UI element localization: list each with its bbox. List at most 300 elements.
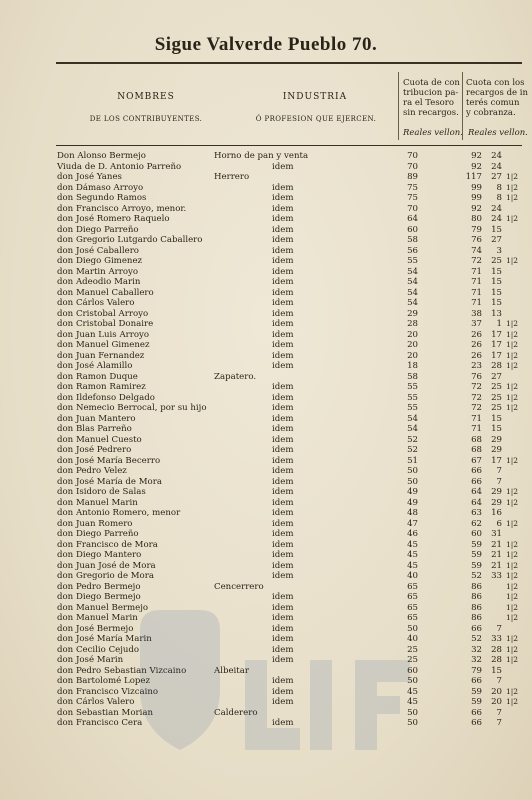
contributor-name: don Adeodio Marin bbox=[57, 277, 141, 287]
header-cuota-tesoro: Cuota de con tribucion pa- ra el Tesoro sin recargos. bbox=[403, 78, 460, 118]
cuota-recargos-reales: 71 bbox=[471, 277, 482, 287]
industry-cell: idem bbox=[272, 571, 294, 581]
header-profesion: Ó PROFESION QUE EJERCEN. bbox=[255, 115, 377, 123]
cuota-tesoro-value: 55 bbox=[407, 403, 418, 413]
cuota-recargos-reales: 72 bbox=[471, 382, 482, 392]
cuota-recargos-reales: 59 bbox=[471, 697, 482, 707]
cuota-recargos-reales: 68 bbox=[471, 434, 482, 445]
industry-cell: idem bbox=[272, 550, 294, 560]
contributor-name: don Nemecio Berrocal, por su hijo bbox=[57, 403, 207, 413]
table-row bbox=[0, 340, 532, 351]
contributor-name: don Ramon Duque bbox=[57, 371, 138, 382]
contributor-name: don Cecilio Cejudo bbox=[57, 644, 140, 655]
cuota-recargos-maravedis: 28 bbox=[491, 361, 502, 371]
table-row bbox=[0, 529, 532, 540]
contributor-name: don José María Becerro bbox=[57, 455, 161, 466]
cuota-recargos-reales: 66 bbox=[471, 676, 482, 686]
industry-cell: idem bbox=[272, 518, 294, 529]
cuota-fraction: 1|2 bbox=[506, 581, 519, 591]
cuota-recargos-maravedis: 33 bbox=[491, 571, 502, 581]
table-row bbox=[0, 372, 532, 383]
cuota-recargos-reales: 67 bbox=[471, 455, 482, 466]
cuota-fraction: 1|2 bbox=[506, 613, 519, 622]
contributor-name: don Juan Fernandez bbox=[57, 350, 145, 361]
cuota-recargos-maravedis: 7 bbox=[496, 476, 502, 487]
table-row bbox=[0, 214, 532, 225]
cuota-recargos-maravedis: 29 bbox=[491, 434, 502, 445]
cuota-fraction: 1|2 bbox=[506, 602, 519, 612]
industry-cell: idem bbox=[272, 214, 294, 224]
contributor-name: don Juan José de Mora bbox=[57, 560, 156, 571]
header-cuota-recargos: Cuota con los recargos de in terés comun y cobranza. bbox=[466, 78, 528, 118]
industry-cell: idem bbox=[272, 266, 294, 277]
cuota-recargos-maravedis: 3 bbox=[496, 245, 502, 256]
cuota-recargos-maravedis: 7 bbox=[496, 623, 502, 634]
cuota-recargos-reales: 37 bbox=[471, 319, 482, 329]
cuota-recargos-reales: 117 bbox=[465, 172, 482, 182]
cuota-recargos-maravedis: 15 bbox=[491, 298, 502, 308]
contributor-name: don Diego Parreño bbox=[57, 529, 139, 539]
table-row bbox=[0, 571, 532, 582]
cuota-tesoro-value: 60 bbox=[407, 224, 418, 235]
cuota-recargos-maravedis: 7 bbox=[496, 676, 502, 686]
industry-cell: idem bbox=[272, 613, 294, 623]
cuota-recargos-reales: 71 bbox=[471, 424, 482, 434]
cuota-tesoro-value: 47 bbox=[407, 518, 418, 529]
cuota-recargos-reales: 63 bbox=[471, 508, 482, 518]
contributor-name: don Dámaso Arroyo bbox=[57, 182, 144, 193]
table-row bbox=[0, 540, 532, 551]
cuota-recargos-maravedis: 25 bbox=[491, 392, 502, 403]
industry-cell: idem bbox=[272, 319, 294, 329]
column-divider-1 bbox=[398, 72, 399, 140]
industry-cell: idem bbox=[272, 676, 294, 686]
industry-cell: idem bbox=[272, 392, 294, 403]
cuota-fraction: 1|2 bbox=[506, 518, 519, 528]
cuota-recargos-reales: 26 bbox=[471, 350, 482, 361]
cuota-tesoro-value: 89 bbox=[407, 172, 418, 182]
contributor-name: Don Alonso Bermejo bbox=[57, 151, 146, 161]
table-row bbox=[0, 256, 532, 267]
table-row bbox=[0, 162, 532, 173]
table-row bbox=[0, 582, 532, 593]
cuota-fraction: 1|2 bbox=[506, 697, 519, 706]
industry-cell: idem bbox=[272, 424, 294, 434]
cuota-fraction: 1|2 bbox=[506, 497, 519, 507]
industry-cell: idem bbox=[272, 277, 294, 287]
cuota-tesoro-value: 65 bbox=[407, 592, 418, 602]
table-row bbox=[0, 519, 532, 530]
cuota-tesoro-value: 52 bbox=[407, 445, 418, 455]
cuota-fraction: 1|2 bbox=[506, 382, 519, 391]
cuota-recargos-reales: 92 bbox=[471, 151, 482, 161]
table-row bbox=[0, 204, 532, 215]
cuota-fraction: 1|2 bbox=[506, 172, 519, 181]
header-reales-1: Reales vellon. bbox=[403, 128, 463, 138]
cuota-recargos-reales: 86 bbox=[471, 581, 482, 592]
cuota-recargos-reales: 38 bbox=[471, 308, 482, 319]
table-row bbox=[0, 414, 532, 425]
industry-cell: idem bbox=[272, 193, 294, 203]
cuota-recargos-reales: 66 bbox=[471, 707, 482, 718]
cuota-recargos-maravedis: 21 bbox=[491, 550, 502, 560]
cuota-tesoro-value: 20 bbox=[407, 329, 418, 340]
cuota-fraction: 1|2 bbox=[506, 256, 519, 265]
contributor-name: don José Yanes bbox=[57, 172, 122, 182]
cuota-tesoro-value: 75 bbox=[407, 193, 418, 203]
cuota-fraction: 1|2 bbox=[506, 361, 519, 370]
contributor-name: don Manuel Caballero bbox=[57, 287, 154, 298]
industry-cell: idem bbox=[272, 245, 294, 256]
cuota-tesoro-value: 54 bbox=[407, 277, 418, 287]
table-row bbox=[0, 277, 532, 288]
cuota-recargos-reales: 80 bbox=[471, 214, 482, 224]
cuota-recargos-maravedis: 17 bbox=[491, 350, 502, 361]
cuota-tesoro-value: 29 bbox=[407, 308, 418, 319]
table-row bbox=[0, 477, 532, 488]
industry-cell: idem bbox=[272, 487, 294, 497]
contributor-name: don José Marin bbox=[57, 655, 124, 665]
cuota-fraction: 1|2 bbox=[506, 455, 519, 465]
cuota-recargos-maravedis: 7 bbox=[496, 707, 502, 718]
cuota-tesoro-value: 54 bbox=[407, 266, 418, 277]
cuota-tesoro-value: 45 bbox=[407, 560, 418, 571]
contributor-name: don José Romero Raquelo bbox=[57, 214, 170, 224]
cuota-tesoro-value: 70 bbox=[407, 203, 418, 214]
table-row bbox=[0, 498, 532, 509]
industry-cell: idem bbox=[272, 161, 294, 172]
cuota-recargos-reales: 92 bbox=[471, 203, 482, 214]
cuota-tesoro-value: 18 bbox=[407, 361, 418, 371]
cuota-fraction: 1|2 bbox=[506, 350, 519, 360]
cuota-recargos-reales: 92 bbox=[471, 161, 482, 172]
contributor-name: don Manuel Bermejo bbox=[57, 602, 149, 613]
industry-cell: Zapatero. bbox=[214, 371, 257, 382]
cuota-recargos-reales: 99 bbox=[471, 193, 482, 203]
table-row bbox=[0, 298, 532, 309]
cuota-recargos-maravedis: 17 bbox=[491, 329, 502, 340]
cuota-recargos-reales: 52 bbox=[471, 571, 482, 581]
table-row bbox=[0, 330, 532, 341]
cuota-tesoro-value: 20 bbox=[407, 340, 418, 350]
cuota-recargos-maravedis: 6 bbox=[496, 518, 502, 529]
cuota-tesoro-value: 28 bbox=[407, 319, 418, 329]
cuota-recargos-reales: 60 bbox=[471, 529, 482, 539]
contributor-name: don José Pedrero bbox=[57, 445, 132, 455]
table-row bbox=[0, 309, 532, 320]
cuota-tesoro-value: 54 bbox=[407, 287, 418, 298]
industry-cell: Horno de pan y venta bbox=[214, 151, 309, 161]
header-reales-2: Reales vellon. bbox=[468, 128, 528, 138]
cuota-recargos-reales: 74 bbox=[471, 245, 482, 256]
cuota-tesoro-value: 46 bbox=[407, 529, 418, 539]
cuota-recargos-maravedis: 27 bbox=[491, 172, 502, 182]
contributor-name: don Juan Romero bbox=[57, 518, 133, 529]
cuota-tesoro-value: 51 bbox=[407, 455, 418, 466]
watermark-emblem-icon bbox=[120, 600, 450, 770]
cuota-fraction: 1|2 bbox=[506, 539, 519, 549]
cuota-tesoro-value: 70 bbox=[407, 151, 418, 161]
cuota-recargos-maravedis: 17 bbox=[491, 340, 502, 350]
cuota-recargos-maravedis: 15 bbox=[491, 224, 502, 235]
cuota-recargos-maravedis: 1 bbox=[496, 319, 502, 329]
cuota-recargos-maravedis: 15 bbox=[491, 266, 502, 277]
contributor-name: don Manuel Marin bbox=[57, 497, 138, 508]
cuota-fraction: 1|2 bbox=[506, 487, 519, 496]
cuota-tesoro-value: 49 bbox=[407, 497, 418, 508]
table-row bbox=[0, 225, 532, 236]
header-industria: INDUSTRIA bbox=[282, 92, 348, 102]
cuota-fraction: 1|2 bbox=[506, 182, 519, 192]
cuota-recargos-reales: 32 bbox=[471, 644, 482, 655]
table-row bbox=[0, 550, 532, 561]
cuota-recargos-maravedis: 15 bbox=[491, 413, 502, 424]
contributor-name: don José María Marin bbox=[57, 634, 152, 644]
cuota-recargos-reales: 66 bbox=[471, 466, 482, 476]
cuota-tesoro-value: 55 bbox=[407, 382, 418, 392]
cuota-recargos-reales: 71 bbox=[471, 298, 482, 308]
cuota-recargos-maravedis: 25 bbox=[491, 256, 502, 266]
cuota-tesoro-value: 58 bbox=[407, 371, 418, 382]
cuota-recargos-reales: 66 bbox=[471, 718, 482, 728]
cuota-recargos-reales: 71 bbox=[471, 413, 482, 424]
contributor-name: don Juan Mantero bbox=[57, 413, 136, 424]
contributor-name: don Diego Parreño bbox=[57, 224, 139, 235]
industry-cell: idem bbox=[272, 476, 294, 487]
industry-cell: idem bbox=[272, 203, 294, 214]
cuota-fraction: 1|2 bbox=[506, 571, 519, 580]
cuota-tesoro-value: 54 bbox=[407, 424, 418, 434]
cuota-recargos-maravedis: 25 bbox=[491, 382, 502, 392]
industry-cell: idem bbox=[272, 350, 294, 361]
cuota-tesoro-value: 25 bbox=[407, 655, 418, 665]
contributor-name: don José Caballero bbox=[57, 245, 139, 256]
industry-cell: idem bbox=[272, 634, 294, 644]
cuota-tesoro-value: 45 bbox=[407, 550, 418, 560]
cuota-recargos-maravedis: 33 bbox=[491, 634, 502, 644]
industry-cell: idem bbox=[272, 455, 294, 466]
contributor-name: don Gregorio de Mora bbox=[57, 571, 154, 581]
industry-cell: Herrero bbox=[214, 172, 250, 182]
cuota-recargos-maravedis: 31 bbox=[491, 529, 502, 539]
cuota-tesoro-value: 50 bbox=[407, 623, 418, 634]
cuota-recargos-reales: 52 bbox=[471, 634, 482, 644]
table-row bbox=[0, 361, 532, 372]
industry-cell: idem bbox=[272, 529, 294, 539]
industry-cell: idem bbox=[272, 718, 294, 728]
cuota-recargos-reales: 72 bbox=[471, 403, 482, 413]
cuota-recargos-reales: 66 bbox=[471, 623, 482, 634]
cuota-recargos-reales: 68 bbox=[471, 445, 482, 455]
cuota-tesoro-value: 58 bbox=[407, 235, 418, 245]
cuota-recargos-reales: 66 bbox=[471, 476, 482, 487]
cuota-recargos-maravedis: 16 bbox=[491, 508, 502, 518]
cuota-recargos-maravedis: 29 bbox=[491, 497, 502, 508]
contributor-name: don Cárlos Valero bbox=[57, 697, 135, 707]
cuota-tesoro-value: 65 bbox=[407, 613, 418, 623]
cuota-tesoro-value: 48 bbox=[407, 508, 418, 518]
cuota-tesoro-value: 75 bbox=[407, 182, 418, 193]
cuota-fraction: 1|2 bbox=[506, 319, 519, 328]
cuota-recargos-maravedis: 29 bbox=[491, 445, 502, 455]
contributor-name: don Cristobal Donaire bbox=[57, 319, 154, 329]
cuota-tesoro-value: 49 bbox=[407, 487, 418, 497]
table-row bbox=[0, 445, 532, 456]
contributor-name: don Martin Arroyo bbox=[57, 266, 139, 277]
table-row bbox=[0, 235, 532, 246]
industry-cell: idem bbox=[272, 497, 294, 508]
table-row bbox=[0, 193, 532, 204]
cuota-recargos-maravedis: 24 bbox=[491, 161, 502, 172]
cuota-recargos-reales: 59 bbox=[471, 560, 482, 571]
cuota-tesoro-value: 60 bbox=[407, 665, 418, 676]
cuota-recargos-reales: 99 bbox=[471, 182, 482, 193]
contributor-name: don Manuel Cuesto bbox=[57, 434, 142, 445]
cuota-recargos-reales: 86 bbox=[471, 613, 482, 623]
contributor-name: don Pedro Bermejo bbox=[57, 581, 141, 592]
cuota-recargos-reales: 32 bbox=[471, 655, 482, 665]
industry-cell: idem bbox=[272, 287, 294, 298]
industry-cell: idem bbox=[272, 686, 294, 697]
cuota-recargos-reales: 71 bbox=[471, 266, 482, 277]
cuota-recargos-maravedis: 29 bbox=[491, 487, 502, 497]
cuota-tesoro-value: 50 bbox=[407, 707, 418, 718]
industry-cell: idem bbox=[272, 592, 294, 602]
table-row bbox=[0, 487, 532, 498]
industry-cell: idem bbox=[272, 329, 294, 340]
cuota-recargos-reales: 64 bbox=[471, 497, 482, 508]
cuota-recargos-maravedis: 24 bbox=[491, 203, 502, 214]
contributor-name: don Manuel Gimenez bbox=[57, 340, 150, 350]
contributor-name: don Pedro Velez bbox=[57, 466, 127, 476]
industry-cell: idem bbox=[272, 308, 294, 319]
cuota-tesoro-value: 45 bbox=[407, 539, 418, 550]
industry-cell: idem bbox=[272, 434, 294, 445]
cuota-recargos-reales: 72 bbox=[471, 392, 482, 403]
cuota-fraction: 1|2 bbox=[506, 193, 519, 202]
industry-cell: idem bbox=[272, 508, 294, 518]
cuota-tesoro-value: 65 bbox=[407, 581, 418, 592]
table-row bbox=[0, 403, 532, 414]
industry-cell: idem bbox=[272, 182, 294, 193]
cuota-recargos-reales: 76 bbox=[471, 235, 482, 245]
table-row bbox=[0, 246, 532, 257]
table-row bbox=[0, 424, 532, 435]
header-nombres: NOMBRES bbox=[117, 92, 175, 102]
contributor-name: don Pedro Sebastian Vizcaino bbox=[57, 665, 187, 676]
industry-cell: idem bbox=[272, 361, 294, 371]
cuota-recargos-maravedis: 24 bbox=[491, 214, 502, 224]
cuota-tesoro-value: 45 bbox=[407, 697, 418, 707]
cuota-recargos-reales: 23 bbox=[471, 361, 482, 371]
cuota-recargos-maravedis: 27 bbox=[491, 371, 502, 382]
industry-cell: idem bbox=[272, 256, 294, 266]
cuota-recargos-reales: 71 bbox=[471, 287, 482, 298]
table-row bbox=[0, 288, 532, 299]
contributor-name: don Blas Parreño bbox=[57, 424, 132, 434]
contributor-name: don Sebastian Morian bbox=[57, 707, 154, 718]
cuota-recargos-maravedis: 27 bbox=[491, 235, 502, 245]
cuota-tesoro-value: 54 bbox=[407, 298, 418, 308]
contributor-name: don Francisco Cera bbox=[57, 718, 143, 728]
industry-cell: idem bbox=[272, 235, 294, 245]
table-row bbox=[0, 319, 532, 330]
cuota-recargos-reales: 62 bbox=[471, 518, 482, 529]
contributor-name: don Francisco Vizcaino bbox=[57, 686, 159, 697]
industry-cell: idem bbox=[272, 403, 294, 413]
cuota-tesoro-value: 54 bbox=[407, 413, 418, 424]
industry-cell: idem bbox=[272, 655, 294, 665]
cuota-tesoro-value: 25 bbox=[407, 644, 418, 655]
table-row bbox=[0, 393, 532, 404]
table-row bbox=[0, 151, 532, 162]
industry-cell: idem bbox=[272, 644, 294, 655]
cuota-recargos-reales: 59 bbox=[471, 539, 482, 550]
cuota-fraction: 1|2 bbox=[506, 655, 519, 664]
table-row bbox=[0, 267, 532, 278]
cuota-fraction: 1|2 bbox=[506, 329, 519, 339]
contributor-name: don Cárlos Valero bbox=[57, 298, 135, 308]
cuota-recargos-maravedis: 8 bbox=[496, 193, 502, 203]
cuota-recargos-reales: 79 bbox=[471, 665, 482, 676]
cuota-recargos-reales: 59 bbox=[471, 550, 482, 560]
cuota-tesoro-value: 55 bbox=[407, 392, 418, 403]
contributor-name: don Antonio Romero, menor bbox=[57, 508, 181, 518]
cuota-tesoro-value: 20 bbox=[407, 350, 418, 361]
cuota-fraction: 1|2 bbox=[506, 214, 519, 223]
cuota-recargos-maravedis: 8 bbox=[496, 182, 502, 193]
cuota-tesoro-value: 50 bbox=[407, 466, 418, 476]
contributor-name: don Isidoro de Salas bbox=[57, 487, 146, 497]
cuota-recargos-maravedis: 20 bbox=[491, 697, 502, 707]
industry-cell: Cencerrero bbox=[214, 581, 264, 592]
industry-cell: idem bbox=[272, 466, 294, 476]
cuota-tesoro-value: 64 bbox=[407, 214, 418, 224]
table-row bbox=[0, 351, 532, 362]
industry-cell: idem bbox=[272, 224, 294, 235]
table-row bbox=[0, 508, 532, 519]
cuota-recargos-maravedis: 21 bbox=[491, 539, 502, 550]
cuota-fraction: 1|2 bbox=[506, 560, 519, 570]
cuota-recargos-maravedis: 17 bbox=[491, 455, 502, 466]
cuota-tesoro-value: 52 bbox=[407, 434, 418, 445]
table-row bbox=[0, 435, 532, 446]
industry-cell: Albeitar bbox=[214, 665, 249, 676]
cuota-recargos-reales: 79 bbox=[471, 224, 482, 235]
cuota-fraction: 1|2 bbox=[506, 634, 519, 643]
industry-cell: idem bbox=[272, 560, 294, 571]
cuota-recargos-maravedis: 15 bbox=[491, 277, 502, 287]
cuota-recargos-maravedis: 28 bbox=[491, 644, 502, 655]
contributor-name: don Francisco de Mora bbox=[57, 539, 158, 550]
contributor-name: don Bartolomé Lopez bbox=[57, 676, 150, 686]
contributor-name: don Gregorio Lutgardo Caballero bbox=[57, 235, 203, 245]
industry-cell: idem bbox=[272, 445, 294, 455]
cuota-tesoro-value: 50 bbox=[407, 718, 418, 728]
cuota-tesoro-value: 50 bbox=[407, 676, 418, 686]
contributor-name: don José María de Mora bbox=[57, 476, 162, 487]
contributor-name: don Cristobal Arroyo bbox=[57, 308, 149, 319]
cuota-fraction: 1|2 bbox=[506, 686, 519, 696]
cuota-recargos-reales: 26 bbox=[471, 329, 482, 340]
industry-cell: Calderero bbox=[214, 707, 258, 718]
cuota-tesoro-value: 50 bbox=[407, 476, 418, 487]
contributor-name: don Segundo Ramos bbox=[57, 193, 147, 203]
table-row bbox=[0, 172, 532, 183]
cuota-recargos-maravedis: 21 bbox=[491, 560, 502, 571]
cuota-recargos-maravedis: 7 bbox=[496, 718, 502, 728]
cuota-recargos-reales: 76 bbox=[471, 371, 482, 382]
